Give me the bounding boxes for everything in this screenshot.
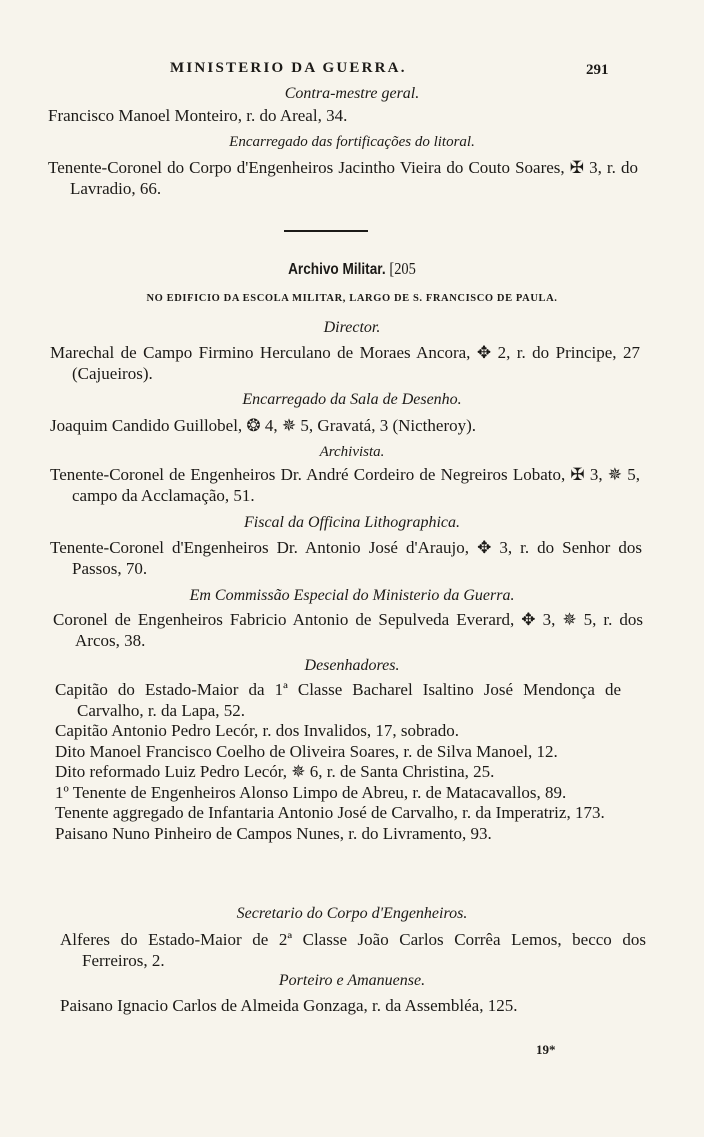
list-item: Dito reformado Luiz Pedro Lecór, ✵ 6, r. de Santa Christina, 25. bbox=[55, 762, 495, 781]
heading-porteiro: Porteiro e Amanuense. bbox=[278, 972, 426, 989]
entry-text: Alferes do Estado-Maior de 2ª Classe João Carlos Corrêa Lemos, becco dos Ferreiros, 2. bbox=[60, 930, 646, 970]
entry-porteiro bbox=[60, 996, 620, 1017]
heading-archivista: Archivista. bbox=[319, 444, 385, 460]
entry-director bbox=[50, 343, 640, 384]
entry-secretario bbox=[60, 930, 646, 971]
entry-text: Tenente-Coronel de Engenheiros Dr. André Cordeiro de Negreiros Lobato, ✠ 3, ✵ 5, campo da Acclamação, 51. bbox=[50, 465, 640, 505]
list-item: Tenente aggregado de Infantaria Antonio José de Carvalho, r. da Imperatriz, 173. bbox=[55, 803, 605, 822]
entry-text: Coronel de Engenheiros Fabricio Antonio de Sepulveda Everard, ✥ 3, ✵ 5, r. dos Arcos, 38. bbox=[53, 610, 643, 650]
heading-fiscal: Fiscal da Officina Lithographica. bbox=[244, 514, 460, 531]
list-item: Paisano Nuno Pinheiro de Campos Nunes, r. do Livramento, 93. bbox=[55, 823, 492, 843]
heading-commissao: Em Commissão Especial do Ministerio da Guerra. bbox=[189, 587, 515, 604]
list-item: Dito Manoel Francisco Coelho de Oliveira Soares, r. de Silva Manoel, 12. bbox=[55, 741, 558, 761]
entry-fiscal bbox=[50, 538, 642, 579]
entry-text: Francisco Manoel Monteiro, r. do Areal, 34. bbox=[48, 106, 348, 125]
list-desenhadores bbox=[55, 680, 621, 844]
page-number: 291 bbox=[586, 62, 609, 78]
entry-text: Marechal de Campo Firmino Herculano de Moraes Ancora, ✥ 2, r. do Principe, 27 (Cajueiros). bbox=[50, 343, 640, 383]
section-divider bbox=[284, 230, 368, 232]
section-title-archivo bbox=[53, 259, 651, 279]
heading-secretario: Secretario do Corpo d'Engenheiros. bbox=[236, 905, 468, 922]
entry-commissao bbox=[53, 610, 643, 651]
list-item: Capitão do Estado-Maior da 1ª Classe Bacharel Isaltino José Mendonça de Carvalho, r. da Lapa, 52. bbox=[55, 680, 621, 720]
entry-text: Paisano Ignacio Carlos de Almeida Gonzaga, r. da Assembléa, 125. bbox=[60, 996, 518, 1015]
entry-text: Tenente-Coronel do Corpo d'Engenheiros Jacintho Vieira do Couto Soares, ✠ 3, r. do Lavradio, 66. bbox=[48, 158, 638, 198]
entry-contra-mestre bbox=[48, 106, 628, 127]
section-heading-contra-mestre: Contra-mestre geral. bbox=[284, 85, 420, 102]
running-title: MINISTERIO DA GUERRA. bbox=[170, 60, 407, 76]
archivo-subtitle: NO EDIFICIO DA ESCOLA MILITAR, LARGO DE S. FRANCISCO DE PAULA. bbox=[146, 293, 558, 304]
list-item: 1º Tenente de Engenheiros Alonso Limpo de Abreu, r. de Matacavallos, 89. bbox=[55, 782, 567, 802]
running-head bbox=[0, 60, 704, 84]
entry-desenho bbox=[50, 416, 630, 437]
entry-archivista bbox=[50, 465, 640, 506]
heading-desenhadores: Desenhadores. bbox=[304, 657, 400, 674]
archivo-title: Archivo Militar. bbox=[288, 261, 386, 278]
heading-desenho: Encarregado da Sala de Desenho. bbox=[242, 391, 462, 408]
archivo-number: [205 bbox=[389, 259, 416, 278]
section-heading-fortificacoes: Encarregado das fortificações do litoral. bbox=[229, 134, 475, 150]
signature-mark: 19* bbox=[536, 1042, 556, 1057]
entry-text: Tenente-Coronel d'Engenheiros Dr. Antonio José d'Araujo, ✥ 3, r. do Senhor dos Passos, 70. bbox=[50, 538, 642, 578]
entry-text: Joaquim Candido Guillobel, ❂ 4, ✵ 5, Gravatá, 3 (Nictheroy). bbox=[50, 416, 477, 435]
heading-director: Director. bbox=[323, 319, 381, 336]
entry-fortificacoes bbox=[48, 158, 638, 199]
list-item: Capitão Antonio Pedro Lecór, r. dos Invalidos, 17, sobrado. bbox=[55, 721, 459, 740]
